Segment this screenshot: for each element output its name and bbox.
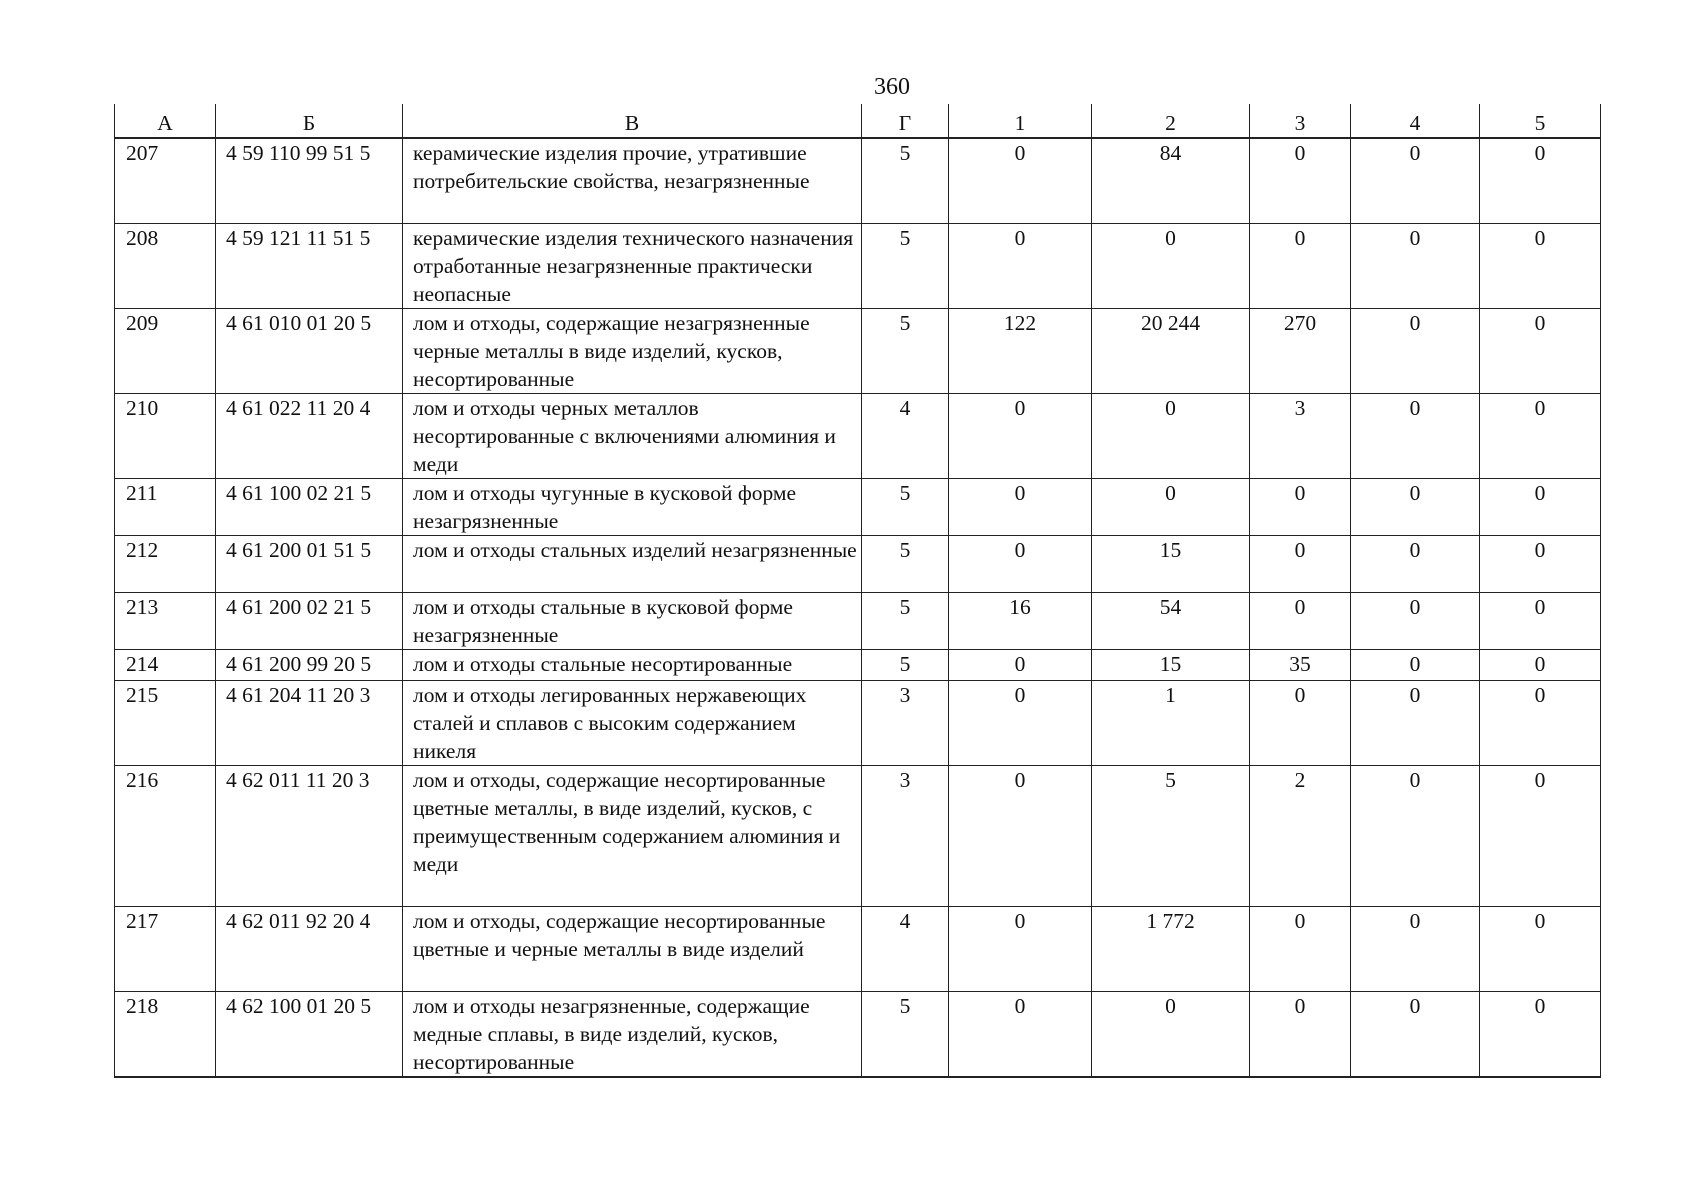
value-col-1-cell: 0 — [949, 393, 1092, 478]
value-col-5-cell: 0 — [1480, 138, 1601, 223]
header-row — [115, 104, 1601, 138]
waste-description-cell: лом и отходы черных металлов несортированные с включениями алюминия и меди — [403, 393, 862, 478]
column-header-1: 1 — [949, 104, 1092, 138]
table-row — [115, 765, 1601, 906]
value-col-5-cell: 0 — [1480, 478, 1601, 535]
value-col-4-cell: 0 — [1351, 906, 1480, 991]
table-row — [115, 478, 1601, 535]
page-number: 360 — [874, 74, 910, 100]
column-header-v: В — [403, 104, 862, 138]
column-header-b: Б — [216, 104, 403, 138]
table-body — [115, 138, 1601, 1077]
column-header-3: 3 — [1250, 104, 1351, 138]
waste-description-cell: лом и отходы, содержащие несортированные цветные и черные металлы в виде изделий — [403, 906, 862, 991]
hazard-class-cell: 5 — [862, 308, 949, 393]
value-col-4-cell: 0 — [1351, 308, 1480, 393]
value-col-1-cell: 0 — [949, 765, 1092, 906]
value-col-3-cell: 0 — [1250, 991, 1351, 1077]
waste-description-cell: керамические изделия прочие, утратившие потребительские свойства, незагрязненные — [403, 138, 862, 223]
column-header-5: 5 — [1480, 104, 1601, 138]
row-number-cell: 211 — [115, 478, 216, 535]
row-number-cell: 218 — [115, 991, 216, 1077]
value-col-5-cell: 0 — [1480, 592, 1601, 649]
column-header-4: 4 — [1351, 104, 1480, 138]
table-row — [115, 535, 1601, 592]
waste-description-cell: лом и отходы стальных изделий незагрязненные — [403, 535, 862, 592]
value-col-3-cell: 0 — [1250, 138, 1351, 223]
table-row — [115, 649, 1601, 680]
value-col-3-cell: 0 — [1250, 680, 1351, 765]
waste-description-cell: лом и отходы стальные в кусковой форме незагрязненные — [403, 592, 862, 649]
value-col-5-cell: 0 — [1480, 535, 1601, 592]
value-col-4-cell: 0 — [1351, 680, 1480, 765]
waste-description-cell: лом и отходы, содержащие незагрязненные черные металлы в виде изделий, кусков, несортированные — [403, 308, 862, 393]
value-col-2-cell: 1 — [1092, 680, 1250, 765]
value-col-5-cell: 0 — [1480, 649, 1601, 680]
waste-code-cell: 4 62 011 92 20 4 — [216, 906, 403, 991]
value-col-1-cell: 0 — [949, 991, 1092, 1077]
value-col-2-cell: 84 — [1092, 138, 1250, 223]
value-col-2-cell: 0 — [1092, 991, 1250, 1077]
value-col-4-cell: 0 — [1351, 649, 1480, 680]
value-col-5-cell: 0 — [1480, 308, 1601, 393]
value-col-4-cell: 0 — [1351, 138, 1480, 223]
table-row — [115, 680, 1601, 765]
value-col-3-cell: 0 — [1250, 906, 1351, 991]
value-col-1-cell: 0 — [949, 680, 1092, 765]
value-col-1-cell: 0 — [949, 649, 1092, 680]
value-col-2-cell: 0 — [1092, 393, 1250, 478]
column-header-2: 2 — [1092, 104, 1250, 138]
row-number-cell: 216 — [115, 765, 216, 906]
waste-code-cell: 4 61 200 02 21 5 — [216, 592, 403, 649]
value-col-4-cell: 0 — [1351, 478, 1480, 535]
waste-code-cell: 4 61 010 01 20 5 — [216, 308, 403, 393]
value-col-1-cell: 0 — [949, 478, 1092, 535]
value-col-1-cell: 0 — [949, 906, 1092, 991]
value-col-4-cell: 0 — [1351, 393, 1480, 478]
value-col-3-cell: 270 — [1250, 308, 1351, 393]
waste-description-cell: лом и отходы незагрязненные, содержащие медные сплавы, в виде изделий, кусков, несортированные — [403, 991, 862, 1077]
table-row — [115, 138, 1601, 223]
value-col-2-cell: 15 — [1092, 535, 1250, 592]
value-col-1-cell: 0 — [949, 535, 1092, 592]
waste-code-cell: 4 61 200 01 51 5 — [216, 535, 403, 592]
value-col-3-cell: 0 — [1250, 535, 1351, 592]
waste-description-cell: лом и отходы стальные несортированные — [403, 649, 862, 680]
table-row — [115, 991, 1601, 1077]
value-col-4-cell: 0 — [1351, 223, 1480, 308]
waste-description-cell: лом и отходы чугунные в кусковой форме незагрязненные — [403, 478, 862, 535]
row-number-cell: 213 — [115, 592, 216, 649]
waste-table — [114, 104, 1601, 1078]
value-col-4-cell: 0 — [1351, 765, 1480, 906]
value-col-5-cell: 0 — [1480, 680, 1601, 765]
table-row — [115, 223, 1601, 308]
waste-code-cell: 4 61 204 11 20 3 — [216, 680, 403, 765]
column-header-g: Г — [862, 104, 949, 138]
hazard-class-cell: 4 — [862, 393, 949, 478]
table-row — [115, 906, 1601, 991]
row-number-cell: 215 — [115, 680, 216, 765]
row-number-cell: 217 — [115, 906, 216, 991]
waste-code-cell: 4 61 200 99 20 5 — [216, 649, 403, 680]
waste-description-cell: лом и отходы, содержащие несортированные цветные металлы, в виде изделий, кусков, с преимущественным содержанием алюминия и меди — [403, 765, 862, 906]
hazard-class-cell: 5 — [862, 223, 949, 308]
table-row — [115, 592, 1601, 649]
value-col-3-cell: 0 — [1250, 478, 1351, 535]
value-col-3-cell: 3 — [1250, 393, 1351, 478]
hazard-class-cell: 5 — [862, 535, 949, 592]
value-col-2-cell: 0 — [1092, 223, 1250, 308]
value-col-2-cell: 54 — [1092, 592, 1250, 649]
row-number-cell: 207 — [115, 138, 216, 223]
hazard-class-cell: 5 — [862, 649, 949, 680]
value-col-2-cell: 5 — [1092, 765, 1250, 906]
value-col-5-cell: 0 — [1480, 393, 1601, 478]
row-number-cell: 212 — [115, 535, 216, 592]
waste-description-cell: керамические изделия технического назначения отработанные незагрязненные практически неопасные — [403, 223, 862, 308]
value-col-3-cell: 35 — [1250, 649, 1351, 680]
waste-code-cell: 4 59 121 11 51 5 — [216, 223, 403, 308]
value-col-1-cell: 0 — [949, 138, 1092, 223]
table-row — [115, 393, 1601, 478]
value-col-2-cell: 20 244 — [1092, 308, 1250, 393]
value-col-3-cell: 0 — [1250, 592, 1351, 649]
hazard-class-cell: 5 — [862, 991, 949, 1077]
value-col-4-cell: 0 — [1351, 592, 1480, 649]
value-col-5-cell: 0 — [1480, 223, 1601, 308]
row-number-cell: 209 — [115, 308, 216, 393]
waste-code-cell: 4 59 110 99 51 5 — [216, 138, 403, 223]
value-col-1-cell: 122 — [949, 308, 1092, 393]
row-number-cell: 214 — [115, 649, 216, 680]
value-col-1-cell: 16 — [949, 592, 1092, 649]
waste-code-cell: 4 62 100 01 20 5 — [216, 991, 403, 1077]
row-number-cell: 208 — [115, 223, 216, 308]
value-col-3-cell: 2 — [1250, 765, 1351, 906]
value-col-4-cell: 0 — [1351, 535, 1480, 592]
column-header-a: А — [115, 104, 216, 138]
waste-code-cell: 4 61 100 02 21 5 — [216, 478, 403, 535]
hazard-class-cell: 3 — [862, 680, 949, 765]
value-col-3-cell: 0 — [1250, 223, 1351, 308]
hazard-class-cell: 5 — [862, 592, 949, 649]
hazard-class-cell: 5 — [862, 138, 949, 223]
value-col-5-cell: 0 — [1480, 765, 1601, 906]
row-number-cell: 210 — [115, 393, 216, 478]
value-col-2-cell: 0 — [1092, 478, 1250, 535]
value-col-2-cell: 1 772 — [1092, 906, 1250, 991]
hazard-class-cell: 5 — [862, 478, 949, 535]
hazard-class-cell: 4 — [862, 906, 949, 991]
hazard-class-cell: 3 — [862, 765, 949, 906]
value-col-2-cell: 15 — [1092, 649, 1250, 680]
waste-description-cell: лом и отходы легированных нержавеющих сталей и сплавов с высоким содержанием никеля — [403, 680, 862, 765]
waste-code-cell: 4 62 011 11 20 3 — [216, 765, 403, 906]
value-col-4-cell: 0 — [1351, 991, 1480, 1077]
value-col-1-cell: 0 — [949, 223, 1092, 308]
table-row — [115, 308, 1601, 393]
value-col-5-cell: 0 — [1480, 991, 1601, 1077]
value-col-5-cell: 0 — [1480, 906, 1601, 991]
waste-code-cell: 4 61 022 11 20 4 — [216, 393, 403, 478]
